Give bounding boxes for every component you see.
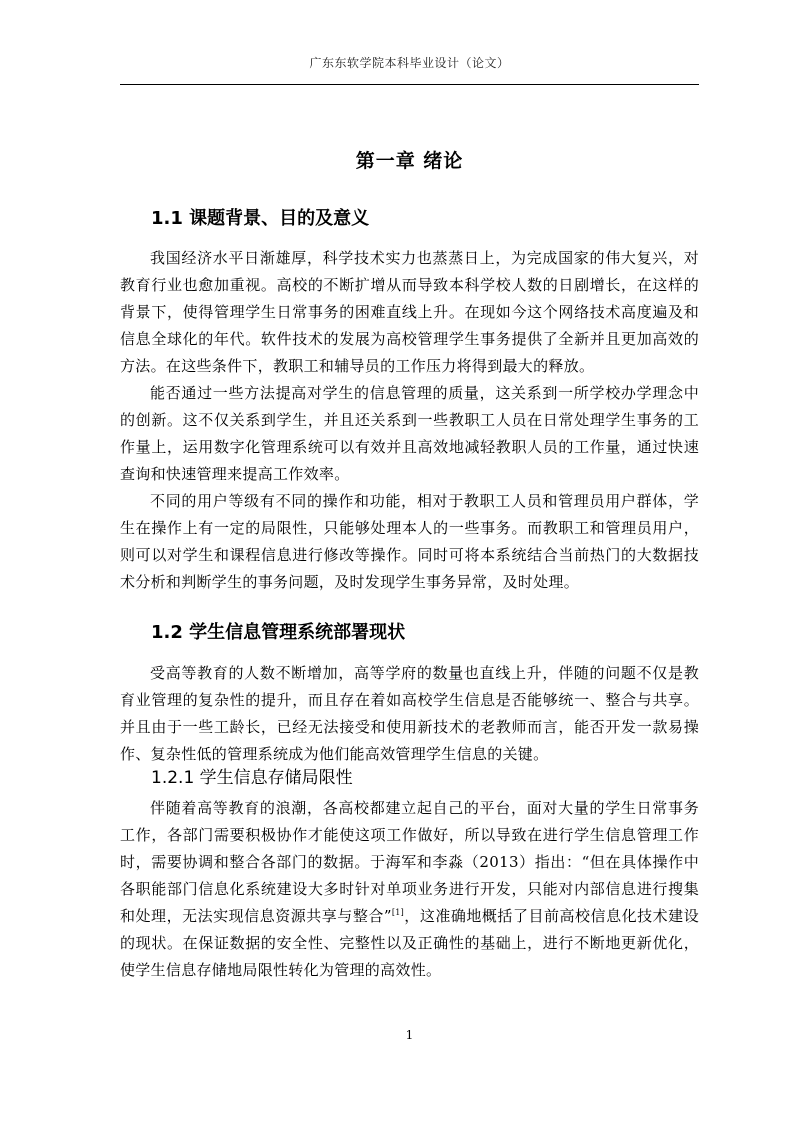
paragraph-1-2-1-text-before-citation: 伴随着高等教育的浪潮，各高校都建立起自己的平台，面对大量的学生日常事务工作，各部门需要积极协作才能使这项工作做好，所以导致在进行学生信息管理工作时，需要协调和整合各部门的数据。于海军和李淼（2013）指出：“但在具体操作中各职能部门信息化系统建设大多时针对单项业务进行开发，只能对内部信息进行搜集和处理，无法实现信息资源共享与整合” [120,799,699,925]
section-heading-1-1: 1.1 课题背景、目的及意义 [151,208,370,229]
header-rule [120,84,699,85]
paragraph-1-1-a: 我国经济水平日渐雄厚，科学技术实力也蒸蒸日上，为完成国家的伟大复兴，对教育行业也愈加重视。高校的不断扩增从而导致本科学校人数的日剧增长，在这样的背景下，使得管理学生日常事务的困难直线上升。在现如今这个网络技术高度遍及和信息全球化的年代。软件技术的发展为高校管理学生事务提供了全新并且更加高效的方法。在这些条件下，教职工和辅导员的工作压力将得到最大的释放。 [120,249,699,375]
chapter-title: 第一章 绪论 [355,150,464,172]
page-number: 1 [405,1028,414,1042]
citation-marker: [1] [391,908,405,917]
paragraph-1-2-a: 受高等教育的人数不断增加，高等学府的数量也直线上升，伴随的问题不仅是教育业管理的复杂性的提升，而且存在着如高校学生信息是否能够统一、整合与共享。并且由于一些工龄长，已经无法接受和使用新技术的老教师而言，能否开发一款易操作、复杂性低的管理系统成为他们能高效管理学生信息的关键。 [120,664,699,763]
paragraph-1-2-1-text-after-citation: ，这准确地概括了目前高校信息化技术建设的现状。在保证数据的安全性、完整性以及正确性的基础上，进行不断地更新优化，使学生信息存储地局限性转化为管理的高效性。 [120,907,699,979]
running-header: 广东东软学院本科毕业设计（论文） [309,56,510,70]
paragraph-1-1-b: 能否通过一些方法提高对学生的信息管理的质量，这关系到一所学校办学理念中的创新。这不仅关系到学生，并且还关系到一些教职工人员在日常处理学生事务的工作量上，运用数字化管理系统可以有效并且高效地减轻教职人员的工作量，通过快速查询和快速管理来提高工作效率。 [120,384,699,483]
paragraph-1-1-c: 不同的用户等级有不同的操作和功能，相对于教职工人员和管理员用户群体，学生在操作上有一定的局限性，只能够处理本人的一些事务。而教职工和管理员用户，则可以对学生和课程信息进行修改等操作。同时可将本系统结合当前热门的大数据技术分析和判断学生的事务问题，及时发现学生事务异常，及时处理。 [120,492,699,591]
section-heading-1-2: 1.2 学生信息管理系统部署现状 [151,622,406,643]
subsection-heading-1-2-1: 1.2.1 学生信息存储局限性 [151,768,353,788]
paragraph-1-2-1 [120,795,699,984]
